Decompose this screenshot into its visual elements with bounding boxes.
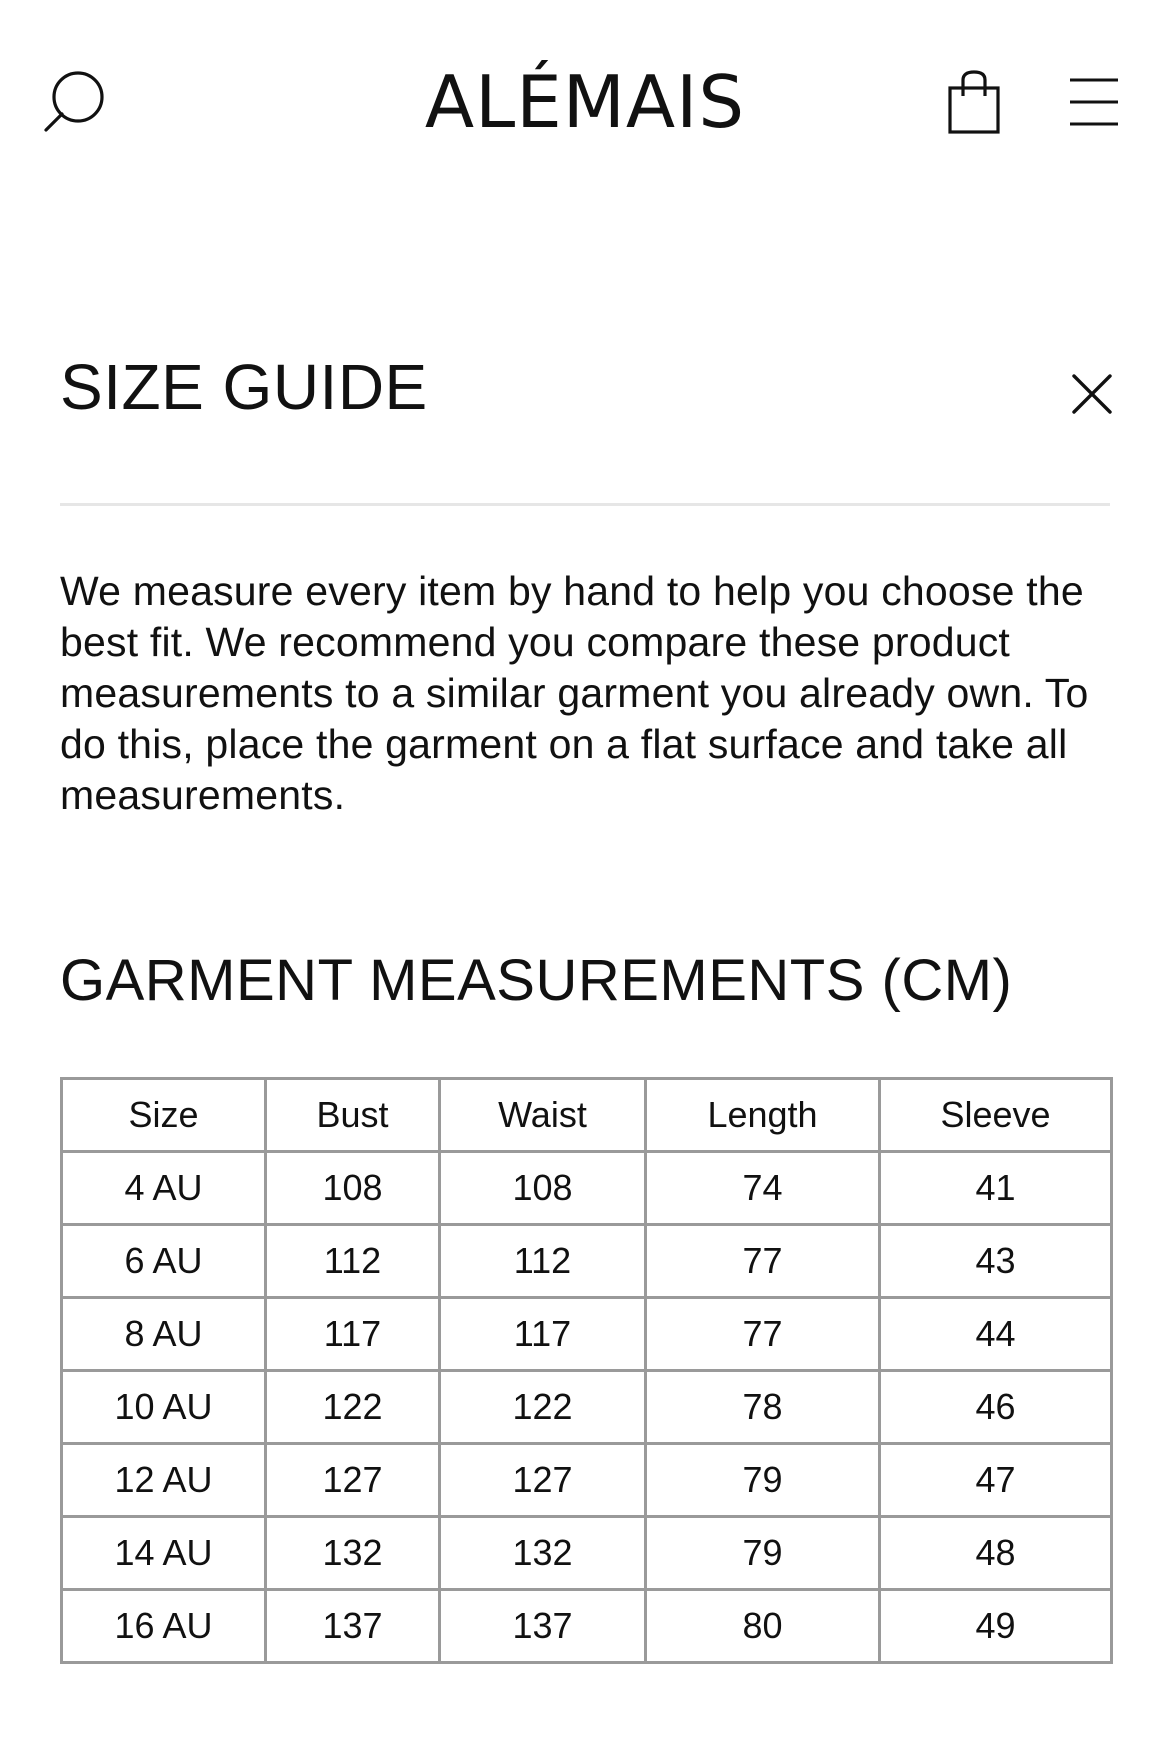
cell-length: 77 xyxy=(646,1225,880,1298)
cell-sleeve: 44 xyxy=(880,1298,1112,1371)
cell-bust: 122 xyxy=(266,1371,440,1444)
cell-size: 16 AU xyxy=(62,1590,266,1663)
header-sleeve: Sleeve xyxy=(880,1079,1112,1152)
cell-size: 8 AU xyxy=(62,1298,266,1371)
cell-waist: 127 xyxy=(440,1444,646,1517)
cell-length: 79 xyxy=(646,1517,880,1590)
table-row xyxy=(62,1517,1112,1590)
hamburger-menu-icon xyxy=(1062,74,1132,130)
size-guide-title: SIZE GUIDE xyxy=(60,351,428,423)
cell-bust: 137 xyxy=(266,1590,440,1663)
table-row xyxy=(62,1590,1112,1663)
cell-sleeve: 46 xyxy=(880,1371,1112,1444)
cell-length: 80 xyxy=(646,1590,880,1663)
cell-bust: 112 xyxy=(266,1225,440,1298)
cell-waist: 137 xyxy=(440,1590,646,1663)
cell-sleeve: 48 xyxy=(880,1517,1112,1590)
cell-sleeve: 41 xyxy=(880,1152,1112,1225)
table-row xyxy=(62,1298,1112,1371)
measurements-heading: GARMENT MEASUREMENTS (CM) xyxy=(60,948,1013,1013)
cell-waist: 122 xyxy=(440,1371,646,1444)
cell-bust: 117 xyxy=(266,1298,440,1371)
cell-sleeve: 43 xyxy=(880,1225,1112,1298)
cell-size: 12 AU xyxy=(62,1444,266,1517)
cell-size: 4 AU xyxy=(62,1152,266,1225)
intro-text: We measure every item by hand to help you choose the best fit. We recommend you compare these product measurements to a similar garment you already own. To do this, place the garment on a flat surface and take all measurements. xyxy=(60,568,1089,818)
table-row xyxy=(62,1152,1112,1225)
shopping-bag-icon xyxy=(940,68,1010,138)
cell-waist: 112 xyxy=(440,1225,646,1298)
cell-length: 78 xyxy=(646,1371,880,1444)
cell-size: 6 AU xyxy=(62,1225,266,1298)
cart-button[interactable] xyxy=(940,68,1010,138)
table-row xyxy=(62,1371,1112,1444)
measurements-table xyxy=(60,1077,1113,1664)
cell-size: 14 AU xyxy=(62,1517,266,1590)
site-header xyxy=(0,0,1170,200)
cell-waist: 117 xyxy=(440,1298,646,1371)
cell-length: 74 xyxy=(646,1152,880,1225)
header-waist: Waist xyxy=(440,1079,646,1152)
cell-waist: 132 xyxy=(440,1517,646,1590)
table-row xyxy=(62,1225,1112,1298)
cell-length: 77 xyxy=(646,1298,880,1371)
cell-bust: 108 xyxy=(266,1152,440,1225)
divider xyxy=(60,503,1110,506)
cell-sleeve: 49 xyxy=(880,1590,1112,1663)
table-row xyxy=(62,1444,1112,1517)
brand-logo[interactable]: ALÉMAIS xyxy=(424,60,746,144)
close-button[interactable] xyxy=(1068,370,1116,418)
cell-length: 79 xyxy=(646,1444,880,1517)
cell-sleeve: 47 xyxy=(880,1444,1112,1517)
cell-waist: 108 xyxy=(440,1152,646,1225)
header-length: Length xyxy=(646,1079,880,1152)
header-size: Size xyxy=(62,1079,266,1152)
menu-button[interactable] xyxy=(1062,74,1132,130)
cell-bust: 127 xyxy=(266,1444,440,1517)
cell-bust: 132 xyxy=(266,1517,440,1590)
table-header-row xyxy=(62,1079,1112,1152)
cell-size: 10 AU xyxy=(62,1371,266,1444)
header-bust: Bust xyxy=(266,1079,440,1152)
close-icon xyxy=(1068,370,1116,418)
